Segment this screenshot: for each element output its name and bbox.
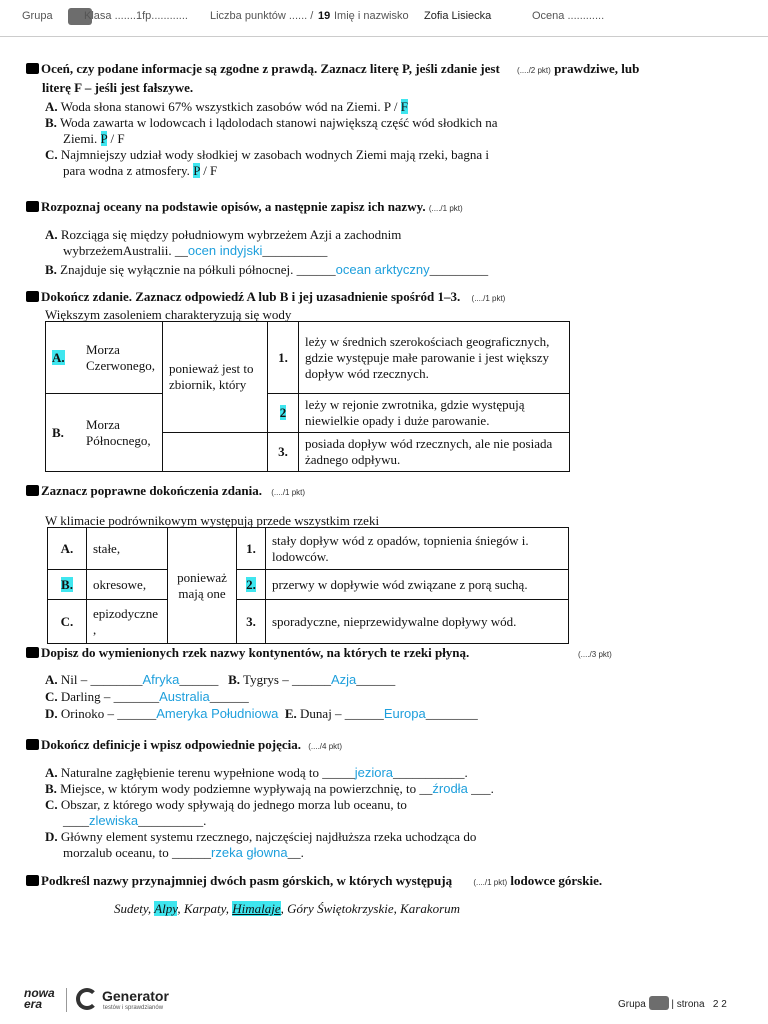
question-3 [26, 288, 751, 322]
footer [0, 980, 768, 1024]
question-6-points: (..../4 pkt) [308, 742, 343, 751]
generator-logo-subtitle: testów i sprawdzianów [103, 1005, 164, 1011]
q7-mountains: Sudety, Alpy, Karpaty, Himalaje, Góry Świętokrzyskie, Karakorum [114, 901, 461, 916]
question-bullet [26, 201, 39, 212]
q3-mid: ponieważ jest to zbiornik, który [163, 322, 268, 433]
nowa-era-logo: nowa era [24, 986, 55, 1011]
header-imie: Imię i nazwisko [334, 10, 409, 22]
question-3-title: Dokończ zdanie. Zaznacz odpowiedź A lub B i jej uzasadnienie spośród 1–3. [41, 289, 461, 304]
q6-c-answer[interactable]: zlewiska [89, 813, 139, 828]
q4-a-text: stałe, [87, 528, 168, 570]
q2-option-a: A. Rozciąga się między południowym wybrzeżem Azji a zachodnim [45, 227, 402, 242]
q4-b-text: okresowe, [87, 570, 168, 600]
question-bullet [26, 63, 39, 74]
header-punkty: Liczba punktów ...... / [210, 10, 314, 22]
q3-reason-1: leży w średnich szerokościach geograficznych, gdzie występuje małe parowanie i jest większy dopływ wód rzecznych. [299, 322, 570, 394]
q4-b-label[interactable]: B. [61, 576, 73, 592]
q6-d-answer[interactable]: rzeka głowna [211, 845, 288, 860]
generator-logo-icon [76, 988, 98, 1010]
header-numer: 19 [318, 10, 331, 22]
question-bullet [26, 485, 39, 496]
header-nazwisko: Zofia Lisiecka [424, 10, 492, 22]
header-divider [0, 36, 768, 37]
question-7-title: Podkreśl nazwy przynajmniej dwóch pasm górskich, w których występują [41, 873, 453, 888]
q7-alpy[interactable]: Alpy [154, 901, 178, 916]
question-1-points: (..../2 pkt) [517, 66, 551, 75]
question-3-points: (..../1 pkt) [471, 294, 506, 303]
q5-d-answer[interactable]: Ameryka Południowa [156, 706, 279, 721]
question-1-title-cont: prawdziwe, lub [554, 61, 640, 76]
q3-a-text: Morza Czerwonego, [80, 322, 163, 394]
q5-e-answer[interactable]: Europa [383, 706, 426, 721]
q1-option-a: A. Woda słona stanowi 67% wszystkich zasobów wód na Ziemi. P / F [45, 99, 408, 114]
question-bullet [26, 875, 39, 886]
q1-option-b: B. Woda zawarta w lodowcach i lądolodach stanowi największą część wód słodkich na [45, 115, 498, 130]
question-4 [26, 482, 751, 529]
question-4-title: Zaznacz poprawne dokończenia zdania. [41, 483, 263, 498]
footer-group-marker [649, 996, 669, 1010]
question-2-title: Rozpoznaj oceany na podstawie opisów, a następnie zapisz ich nazwy. [41, 199, 426, 214]
q3-reason-3: posiada dopływ wód rzecznych, ale nie posiada żadnego odpływu. [299, 433, 570, 472]
q3-table: A. Morza Czerwonego, ponieważ jest to zbiornik, który 1. leży w średnich szerokościach geograficznych, gdzie występuje małe parowanie i jest większy dopływ wód rzecznych. B. Morza Północnego, 2 leży w rejonie zwrotnika, gdzie występują niewielkie opady i duże parowanie. 3. posiada dopływ wód rzecznych, ale nie posiada żadnego odpływu. [45, 321, 570, 472]
q6-b-answer[interactable]: źrodła [432, 781, 468, 796]
question-1: Oceń, czy podane informacje są zgodne z prawdą. Zaznacz literę P, jeśli zdanie jest (..../2 pkt) prawdziwe, lub literę F – jeśli jest fałszywe. A. Woda słona stanowi 67% wszystkich zasobów wód na Ziemi. P / F B. Woda zawarta w lodowcach i lądolodach stanowi największą część wód słodkich na Ziemi. P / F C. Najmniejszy udział wody słodkiej w zasobach wodnych Ziemi mają rzeki, bagna i para wodna z atmosfery. P / F [26, 60, 751, 179]
question-bullet [26, 291, 39, 302]
q4-reason-2: przerwy w dopływie wód związane z porą suchą. [266, 570, 569, 600]
q4-reason-2-number[interactable]: 2. [246, 576, 256, 592]
q4-reason-3: sporadyczne, nieprzewidywalne dopływy wód. [266, 600, 569, 644]
q4-table: A. stałe, ponieważ mają one 1. stały dopływ wód z opadów, topnienia śniegów i. lodowców. B. okresowe, 2. przerwy w dopływie wód związane z porą suchą. C. epizodyczne , 3. sporadyczne, nieprzewidywalne dopływy wód. [47, 527, 569, 644]
question-2: Rozpoznaj oceany na podstawie opisów, a następnie zapisz ich nazwy. (..../1 pkt) A. Rozciąga się między południowym wybrzeżem Azji a zachodnim wybrzeżemAustralii. __ocen indyjski__________ B. Znajduje się wyłącznie na półkuli północnej. ______ocean arktyczny_________ [26, 198, 751, 278]
q2-b-answer[interactable]: ocean arktyczny [335, 262, 430, 277]
generator-logo-title: Generator [102, 988, 169, 1004]
q3-reason-2-number[interactable]: 2 [279, 405, 287, 420]
question-4-points: (..../1 pkt) [271, 488, 306, 497]
q5-a-answer[interactable]: Afryka [142, 672, 180, 687]
q7-himalaje[interactable]: Himalaje [232, 901, 281, 916]
footer-logo-divider [66, 988, 67, 1012]
header-klasa: Klasa .......1fp............ [84, 10, 188, 22]
q5-c-answer[interactable]: Australia [159, 689, 210, 704]
footer-page-total: 2 [721, 999, 727, 1010]
q4-mid: ponieważ mają one [168, 528, 237, 644]
q6-a-answer[interactable]: jeziora [354, 765, 394, 780]
footer-page-number: 2 [712, 999, 719, 1010]
question-7-points: (..../1 pkt) [473, 878, 508, 887]
q5-b-answer[interactable]: Azja [330, 672, 357, 687]
question-5: Dopisz do wymienionych rzek nazwy kontynentów, na których te rzeki płyną. (..../3 pkt) A. Nil – ________Afryka______ B. Tygrys – ______Azja______ C. Darling – _______Australia______ D. Orinoko – ______Ameryka Południowa E. Dunaj – ______Europa________ [26, 644, 751, 722]
question-6: Dokończ definicje i wpisz odpowiednie pojęcia. (..../4 pkt) A. Naturalne zagłębienie terenu wypełnione wodą to _____jeziora___________. B. Miejsce, w którym wody podziemne wypływają na powierzchnię, to __źrodła ___. C. Obszar, z którego wody spływają do jednego morza lub oceanu, to ____zlewiska__________. D. Główny element systemu rzecznego, najczęściej najdłuższa rzeka uchodząca do morzalub oceanu, to ______rzeka głowna__. [26, 736, 751, 861]
q3-b-label[interactable]: B. [52, 424, 64, 440]
question-1-title-line2: literę F – jeśli jest fałszywe. [42, 80, 194, 95]
footer-page-info: Grupa | strona 2 2 [618, 996, 727, 1010]
header-ocena: Ocena ............ [532, 10, 605, 22]
q1-option-c: C. Najmniejszy udział wody słodkiej w zasobach wodnych Ziemi mają rzeki, bagna i [45, 147, 490, 162]
q3-b-text: Morza Północnego, [80, 394, 163, 472]
question-2-points: (..../1 pkt) [428, 204, 463, 213]
q1-c-answer[interactable]: P [193, 163, 200, 178]
q2-a-answer[interactable]: ocen indyjski [187, 243, 263, 258]
question-7-title-cont: lodowce górskie. [510, 873, 603, 888]
question-5-title: Dopisz do wymienionych rzek nazwy kontynentów, na których te rzeki płyną. [41, 645, 470, 660]
q4-c-text: epizodyczne , [87, 600, 168, 644]
question-1-title: Oceń, czy podane informacje są zgodne z prawdą. Zaznacz literę P, jeśli zdanie jest [41, 61, 500, 76]
question-7 [26, 872, 751, 917]
question-4-lead: W klimacie podrównikowym występują przede wszystkim rzeki [45, 513, 380, 528]
question-bullet [26, 739, 39, 750]
question-5-points: (..../3 pkt) [578, 650, 612, 659]
question-6-title: Dokończ definicje i wpisz odpowiednie pojęcia. [41, 737, 301, 752]
q3-reason-2: leży w rejonie zwrotnika, gdzie występują niewielkie opady i duże parowanie. [299, 394, 570, 433]
header-grupa: Grupa [22, 10, 53, 22]
q1-a-answer[interactable]: F [400, 99, 408, 114]
q2-option-b: B. Znajduje się wyłącznie na półkuli północnej. ______ocean arktyczny_________ [45, 262, 489, 277]
q1-b-answer[interactable]: P [100, 131, 108, 146]
question-3-lead: Większym zasoleniem charakteryzują się wody [45, 307, 292, 322]
q3-a-label[interactable]: A. [52, 349, 65, 365]
q4-reason-1: stały dopływ wód z opadów, topnienia śniegów i. lodowców. [266, 528, 569, 570]
question-bullet [26, 647, 39, 658]
